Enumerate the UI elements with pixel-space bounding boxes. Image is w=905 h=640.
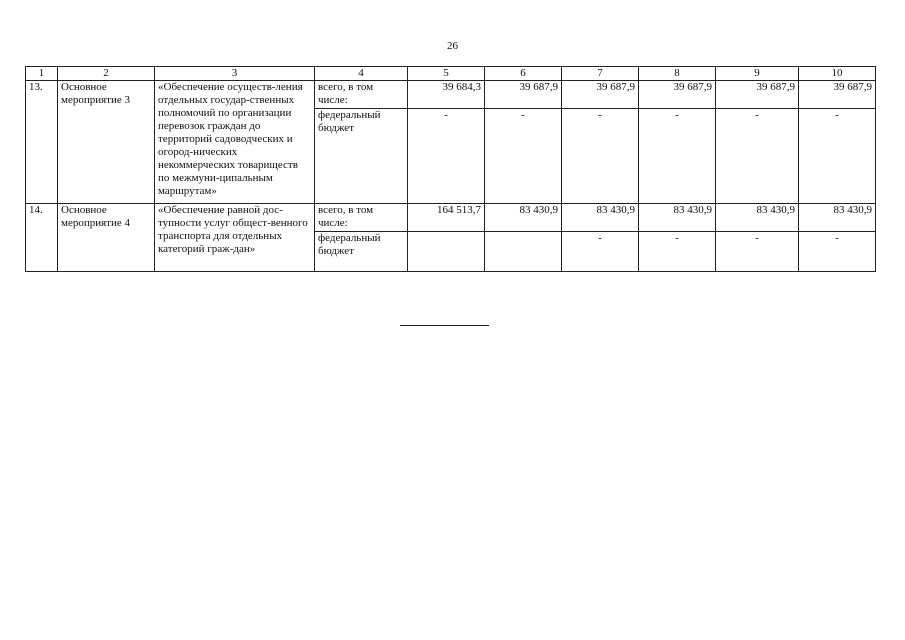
event-name: Основное мероприятие 4: [58, 204, 155, 272]
value-cell: 39 687,9: [485, 81, 562, 109]
column-header: 9: [716, 67, 799, 81]
value-cell: -: [562, 232, 639, 272]
value-cell: -: [716, 232, 799, 272]
value-cell: -: [716, 109, 799, 204]
total-label: всего, в том числе:: [315, 81, 408, 109]
value-cell: -: [485, 109, 562, 204]
value-cell: -: [562, 109, 639, 204]
column-header: 4: [315, 67, 408, 81]
table-header-row: [26, 67, 876, 81]
value-cell: -: [799, 109, 876, 204]
sub-label: федеральный бюджет: [315, 232, 408, 272]
event-title: «Обеспечение равной дос-тупности услуг общест-венного транспорта для отдельных категорий граж-дан»: [155, 204, 315, 272]
column-header: 8: [639, 67, 716, 81]
budget-table: [25, 66, 876, 272]
value-cell: [408, 232, 485, 272]
column-header: 5: [408, 67, 485, 81]
value-cell: -: [799, 232, 876, 272]
value-cell: 39 684,3: [408, 81, 485, 109]
end-divider: [400, 325, 489, 326]
value-cell: 83 430,9: [562, 204, 639, 232]
column-header: 1: [26, 67, 58, 81]
value-cell: 164 513,7: [408, 204, 485, 232]
column-header: 6: [485, 67, 562, 81]
column-header: 2: [58, 67, 155, 81]
value-cell: 83 430,9: [485, 204, 562, 232]
column-header: 10: [799, 67, 876, 81]
value-cell: -: [639, 232, 716, 272]
value-cell: 83 430,9: [716, 204, 799, 232]
row-number: 13.: [26, 81, 58, 204]
value-cell: 83 430,9: [639, 204, 716, 232]
table-row: [26, 81, 876, 109]
row-number: 14.: [26, 204, 58, 272]
event-title: «Обеспечение осуществ-ления отдельных государ-ственных полномочий по организации перевозок граждан до территорий садоводческих и огород-нических некоммерческих товариществ по межмуни-ципальным маршрутам»: [155, 81, 315, 204]
page-number: 26: [447, 40, 458, 52]
table-row: [26, 204, 876, 232]
sub-label: федеральный бюджет: [315, 109, 408, 204]
column-header: 7: [562, 67, 639, 81]
total-label: всего, в том числе:: [315, 204, 408, 232]
value-cell: 39 687,9: [562, 81, 639, 109]
value-cell: 39 687,9: [716, 81, 799, 109]
value-cell: 39 687,9: [639, 81, 716, 109]
value-cell: 39 687,9: [799, 81, 876, 109]
value-cell: 83 430,9: [799, 204, 876, 232]
value-cell: [485, 232, 562, 272]
value-cell: -: [408, 109, 485, 204]
value-cell: -: [639, 109, 716, 204]
column-header: 3: [155, 67, 315, 81]
event-name: Основное мероприятие 3: [58, 81, 155, 204]
